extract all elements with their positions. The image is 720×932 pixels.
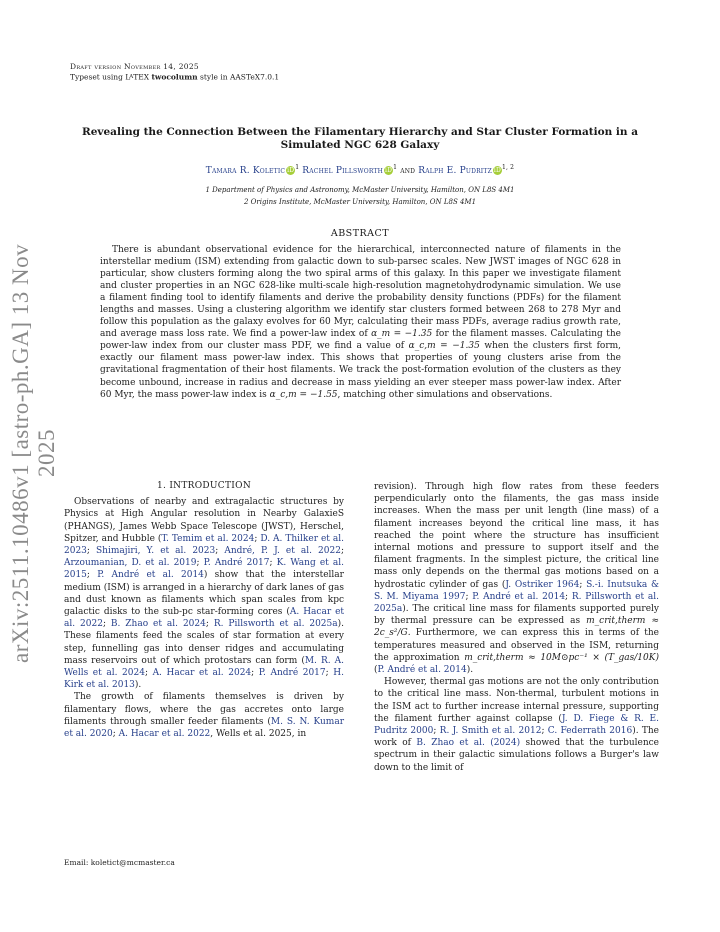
abstract-text: There is abundant observational evidence for the hierarchical, interconnected nature of filaments in the interstellar medium (ISM) extending from galactic down to sub-parsec scales. New JWST images of NGC 628 in particular, show clusters forming along the two spiral arms of this galaxy. In this paper we investigate filament and cluster properties in an NGC 628-like multi-scale high-resolution magnetohydrodynamic simulation. We use a filament finding tool to identify filaments and derive the probability density functions (PDFs) for the filament lengths and masses. Using a clustering algorithm we identify star clusters formed between 268 to 278 Myr and follow this population as the galaxy evolves for 60 Myr, calculating their mass PDFs, average radius growth rate, and average mass loss rate. We find a power-law index of α_m = −1.35 for the filament masses. Calculating the power-law index from our cluster mass PDF, we find a value of α_c,m = −1.35 when the clusters first form, exactly our filament mass power-law index. This shows that properties of young clusters arise from the gravitational fragmentation of their host filaments. We track the post-formation evolution of the clusters as they become unbound, increase in radius and decrease in mass yielding an ever steeper mass power-law index. After 60 Myr, the mass power-law index is α_c,m = −1.55, matching other simulations and observations. bbox=[100, 245, 622, 400]
citation-link[interactable]: T. Temim et al. 2024 bbox=[161, 533, 255, 544]
citation-link[interactable]: A. Hacar et al. 2024 bbox=[152, 668, 252, 679]
citation-link[interactable]: Arzoumanian, D. et al. 2019 bbox=[64, 558, 197, 569]
citation-link[interactable]: R. Pillsworth et al. 2025a bbox=[374, 591, 659, 615]
typeset-note: Typeset using $L^ATEX$ twocolumn style in AASTeX7.0.1 bbox=[70, 72, 280, 82]
citation-link[interactable]: P. André et al. 2014 bbox=[377, 665, 467, 676]
paragraph: The growth of filaments themselves is driven by filamentary flows, where the gas accretes onto large filaments through smaller feeder filaments (M. S. N. Kumar et al. 2020; A. Hacar et al. 2022, Wells et al. 2025, in bbox=[64, 692, 344, 740]
citation-link[interactable]: J. D. Fiege & R. E. Pudritz 2000 bbox=[374, 713, 659, 737]
affiliation-1: 1 Department of Physics and Astronomy, McMaster University, Hamilton, ON L8S 4M1 bbox=[205, 186, 515, 194]
citation-link[interactable]: P. André et al. 2014 bbox=[97, 570, 204, 581]
paragraph: Observations of nearby and extragalactic structures by Physics at High Angular resolution in Nearby GalaxieS (PHANGS), James Webb Space Telescope (JWST), Herschel, Spitzer, and Hubble (T. Temim et al. 2024; D. A. Thilker et al. 2023; Shimajiri, Y. et al. 2023; André, P. J. et al. 2022; Arzoumanian, D. et al. 2019; P. André 2017; K. Wang et al. 2015; P. André et al. 2014) show that the interstellar medium (ISM) is arranged in a hierarchy of dark lanes of gas and dust known as filaments which span scales from kpc galactic disks to the sub-pc star-forming cores (A. Hacar et al. 2022; B. Zhao et al. 2024; R. Pillsworth et al. 2025a). These filaments feed the scales of star formation at every step, funnelling gas into denser ridges and accumulating mass reservoirs out of which protostars can form (M. R. A. Wells et al. 2024; A. Hacar et al. 2024; P. André 2017; H. Kirk et al. 2013). bbox=[64, 497, 345, 691]
author-koletic[interactable]: Tamara R. Koletic bbox=[205, 166, 286, 176]
citation-link[interactable]: J. Ostriker 1964 bbox=[505, 579, 580, 590]
orcid-icon[interactable]: iD bbox=[493, 167, 502, 174]
citation-link[interactable]: K. Wang et al. 2015 bbox=[64, 558, 344, 581]
citation-link[interactable]: B. Zhao et al. 2024 bbox=[110, 619, 206, 630]
orcid-icon[interactable]: iD bbox=[385, 167, 393, 174]
citation-link[interactable]: C. Federrath 2016 bbox=[547, 726, 633, 737]
citation-link[interactable]: A. Hacar et al. 2022 bbox=[118, 729, 211, 740]
citation-link[interactable]: D. A. Thilker et al. 2023 bbox=[64, 533, 344, 557]
citation-link[interactable]: P. André 2017 bbox=[203, 558, 270, 569]
paper-title bbox=[70, 126, 650, 152]
author-pillsworth[interactable]: Rachel Pillsworth bbox=[302, 166, 384, 176]
citation-link[interactable]: R. Pillsworth et al. 2025a bbox=[213, 619, 338, 630]
right-column bbox=[374, 481, 659, 774]
corresponding-email: Email: koletict@mcmaster.ca bbox=[64, 858, 175, 867]
left-column bbox=[64, 480, 344, 740]
orcid-icon[interactable]: iD bbox=[287, 167, 295, 174]
citation-link[interactable]: H. Kirk et al. 2013 bbox=[64, 668, 344, 691]
citation-link[interactable]: P. André 2017 bbox=[258, 668, 326, 679]
abstract-heading: ABSTRACT bbox=[330, 228, 390, 239]
citation-link[interactable]: A. Hacar et al. 2022 bbox=[64, 607, 345, 630]
citation-link[interactable]: P. André et al. 2014 bbox=[472, 591, 566, 602]
citation-link[interactable]: B. Zhao et al. (2024) bbox=[416, 738, 521, 749]
affiliation-2: 2 Origins Institute, McMaster University, Hamilton, ON L8S 4M1 bbox=[243, 198, 477, 206]
author-pudritz[interactable]: Ralph E. Pudritz bbox=[418, 166, 492, 176]
paragraph: revision). Through high flow rates from these feeders perpendicularly onto the filaments, the gas mass inside increases. When the mass per unit length (line mass) of a filament increases beyond the critical line mass, it has reached the point where the structure has insufficient internal motions and pressure to support itself and the filament fragments. In the simplest picture, the critical line mass only depends on the thermal gas motions based on a hydrostatic cylinder of gas (J. Ostriker 1964; S.-i. Inutsuka & S. M. Miyama 1997; P. André et al. 2014; R. Pillsworth et al. 2025a). The critical line mass for filaments supported purely by thermal pressure can be expressed as m_crit,therm ≈ 2c_s²/G. Furthermore, we can express this in terms of the temperatures measured and observed in the ISM, returning the approximation m_crit,therm ≈ 10M⊙pc⁻¹ × (T_gas/10K) (P. André et al. 2014). bbox=[374, 482, 659, 676]
draft-version: Draft version November 14, 2025 bbox=[70, 62, 199, 71]
citation-link[interactable]: M. R. A. Wells et al. 2024 bbox=[64, 655, 344, 679]
citation-link[interactable]: S.-i. Inutsuka & S. M. Miyama 1997 bbox=[374, 579, 659, 602]
arxiv-identifier-stamp: arXiv:2511.10486v1 [astro-ph.GA] 13 Nov 2025 bbox=[8, 243, 59, 663]
draft-header bbox=[70, 62, 279, 83]
citation-link[interactable]: André, P. J. et al. 2022 bbox=[224, 546, 341, 557]
title-line-1: Revealing the Connection Between the Filamentary Hierarchy and Star Cluster Formation in a bbox=[81, 126, 639, 138]
title-line-2: Simulated NGC 628 Galaxy bbox=[280, 139, 440, 151]
paragraph: However, thermal gas motions are not the only contribution to the critical line mass. Non-thermal, turbulent motions in the ISM act to further increase internal pressure, supporting the filament further against collapse (J. D. Fiege & R. E. Pudritz 2000; R. J. Smith et al. 2012; C. Federrath 2016). The work of B. Zhao et al. (2024) showed that the turbulence spectrum in their galactic simulations follows a Burger's law down to the limit of bbox=[374, 677, 660, 773]
section-heading-introduction: 1. INTRODUCTION bbox=[156, 481, 252, 491]
citation-link[interactable]: R. J. Smith et al. 2012 bbox=[439, 726, 542, 737]
citation-link[interactable]: M. S. N. Kumar et al. 2020 bbox=[64, 716, 344, 740]
author-list: Tamara R. Koletic $iD^1$ Rachel Pillsworth $iD^1$ and Ralph E. Pudritz iD$^{1, 2}$ bbox=[205, 164, 515, 176]
citation-link[interactable]: Shimajiri, Y. et al. 2023 bbox=[96, 546, 216, 557]
